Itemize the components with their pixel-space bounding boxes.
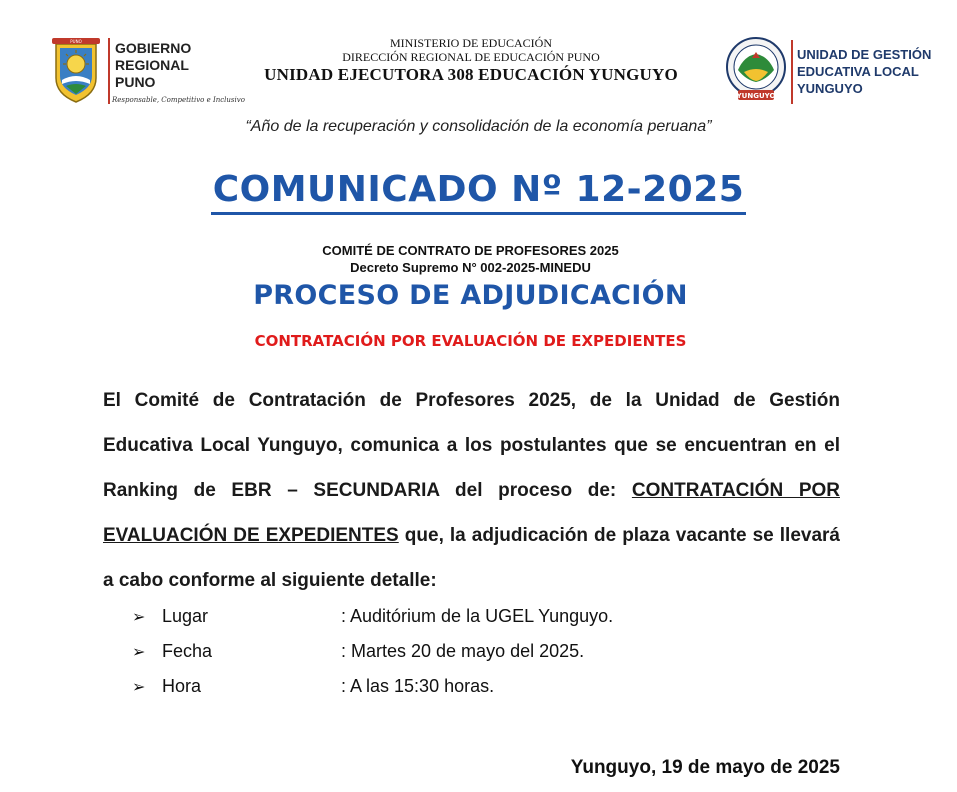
detail-row-time (132, 676, 732, 711)
arrow-bullet-icon: ➢ (132, 679, 146, 696)
detail-label: Fecha (162, 641, 213, 661)
committee-line: COMITÉ DE CONTRATO DE PROFESORES 2025 (322, 243, 619, 258)
ministry-line: MINISTERIO DE EDUCACIÓN (390, 36, 552, 50)
paragraph-part-2: que, la adjudicación de plaza vacante se llevará a cabo conforme al siguiente detalle: (103, 525, 840, 591)
paragraph-part-1: El Comité de Contratación de Profesores 2025, de la Unidad de Gestión Educativa Local Yunguyo, comunica a los postulantes que se encuentran en el Ranking de EBR – SECUNDARIA del proceso de: (103, 390, 840, 501)
gobierno-slogan: Responsable, Competitivo e Inclusivo (112, 96, 245, 104)
gobierno-line-2: REGIONAL (115, 57, 189, 73)
gobierno-line-1: GOBIERNO (115, 40, 192, 56)
detail-label: Lugar (162, 606, 209, 626)
detail-value: : Martes 20 de mayo del 2025. (341, 641, 585, 661)
seal-label: YUNGUYO (736, 92, 776, 100)
left-divider (108, 38, 110, 104)
gobierno-regional-puno-logo (44, 34, 108, 106)
signature-date: Yunguyo, 19 de mayo de 2025 (570, 757, 840, 778)
modality-subtitle: CONTRATACIÓN POR EVALUACIÓN DE EXPEDIENTES (254, 332, 687, 350)
year-motto: “Año de la recuperación y consolidación de la economía peruana” (245, 118, 712, 135)
ugel-line-1: UNIDAD DE GESTIÓN (797, 47, 932, 62)
institution-header (226, 36, 716, 86)
arrow-bullet-icon: ➢ (132, 644, 146, 661)
gobierno-line-3: PUNO (115, 74, 156, 90)
svg-text:PUNO: PUNO (70, 39, 82, 44)
ugel-line-3: YUNGUYO (797, 81, 863, 96)
comunicado-title: COMUNICADO Nº 12-2025 (211, 168, 747, 215)
detail-label: Hora (162, 676, 202, 696)
decree-line: Decreto Supremo N° 002-2025-MINEDU (350, 260, 591, 275)
executing-unit-line: UNIDAD EJECUTORA 308 EDUCACIÓN YUNGUYO (264, 65, 678, 84)
process-title: PROCESO DE ADJUDICACIÓN (253, 280, 688, 311)
announcement-paragraph (103, 378, 840, 603)
paragraph-underlined-modality: CONTRATACIÓN POR EVALUACIÓN DE EXPEDIENTES (103, 480, 840, 546)
detail-value: : A las 15:30 horas. (341, 676, 495, 696)
gobierno-regional-name (115, 40, 191, 91)
details-list (132, 606, 732, 711)
ugel-name (797, 46, 931, 97)
detail-row-place (132, 606, 732, 641)
right-divider (791, 40, 793, 104)
detail-row-date (132, 641, 732, 676)
ugel-yunguyo-seal (724, 36, 788, 106)
arrow-bullet-icon: ➢ (132, 609, 146, 626)
regional-direction-line: DIRECCIÓN REGIONAL DE EDUCACIÓN PUNO (342, 50, 600, 64)
comunicado-title-wrap (0, 168, 957, 215)
ugel-line-2: EDUCATIVA LOCAL (797, 64, 919, 79)
detail-value: : Auditórium de la UGEL Yunguyo. (341, 606, 614, 626)
